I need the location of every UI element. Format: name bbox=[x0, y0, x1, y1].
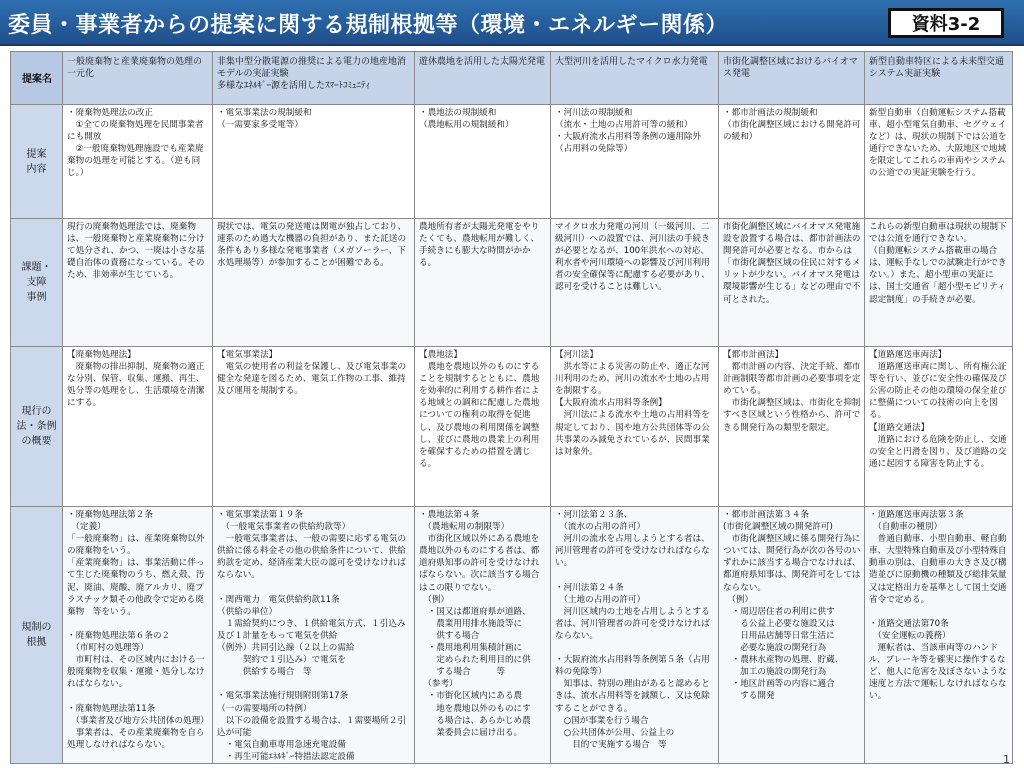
column-header: 一般廃棄物と産業廃棄物の処理の一元化 bbox=[63, 52, 213, 105]
table-cell: ・道路運送車両法第３条 （自動車の種別） 普通自動車、小型自動車、軽自動車、大型特殊自動車及び小型特殊自動車の別は、自動車の大きさ及び構造並びに原動機の種類及び総排気量又は定格出力を基準として国土交通省令で定める。 ・道路交通法第70条 （安全運転の義務） 運転者は、当該車両等のハンドル、ブレーキ等を確実に操作するなど、他人に危害を及ぼさないような速度と方法で運転しなければならない。 bbox=[865, 507, 1013, 764]
column-header: 新型自動車特区による未来型交通システム実証実験 bbox=[865, 52, 1013, 105]
table-cell: ・農地法第４条 （農地転用の制限等） 市街化区域以外にある農地を農地以外のものにする者は、都道府県知事の許可を受けなければならない。次に該当する場合はこの限りでない。 （例） ・国又は都道府県が道路、 農業用用排水施設等に 供する場合 ・農用地利用集積計画に 定められた利用目的に供 する場合 等 （参考） ・市街化区域内にある農 地を農地以外のものにす る場合は、あらかじめ農 業委員会に届け出る。 bbox=[415, 507, 551, 764]
table-cell: ・都市計画法の規制緩和 （市街化調整区域における開発許可の緩和） bbox=[719, 105, 865, 219]
header-row bbox=[11, 52, 1013, 105]
table-cell: 現状では、電気の発送電は関電が独占しており、連系のため過大な機器の負担があり、また託送の条件もあり多様な発電事業者（メガソーラー、下水処理場等）が参加することが困難である。 bbox=[213, 219, 415, 347]
table-row bbox=[11, 105, 1013, 219]
column-header: 大型河川を活用したマイクロ水力発電 bbox=[551, 52, 719, 105]
row-header: 現行の 法・条例 の概要 bbox=[11, 347, 63, 507]
table-cell: 【廃棄物処理法】 廃棄物の排出抑制、廃棄物の適正な分別、保管、収集、運搬、再生、処分等の処理をし、生活環境を清潔にする。 bbox=[63, 347, 213, 507]
table-cell: 【道路運送車両法】 道路運送車両に関し、所有権公証等を行い、並びに安全性の確保及び公害の防止その他の環境の保全並びに整備についての技術の向上を図る。 【道路交通法】 道路における危険を防止し、交通の安全と円滑を図り、及び道路の交通に起因する障害を防止する。 bbox=[865, 347, 1013, 507]
row-header: 課題・ 支障 事例 bbox=[11, 219, 63, 347]
table-cell: ・河川法第２３条、 （流水の占用の許可） 河川の流水を占用しようとする者は、河川管理者の許可を受けなければならない。 ・河川法第２４条 （土地の占用の許可） 河川区域内の土地を占用しようとする者は、河川管理者の許可を受けなければならない。 ・大阪府流水占用料等条例第５条（占用料の免除等） 知事は、特別の理由があると認めるときは、流水占用料等を減額し、又は免除することができる。 ○国が事業を行う場合 ○公共団体が公用、公益上の 目的で実施する場合 等 bbox=[551, 507, 719, 764]
column-header: 市街化調整区域におけるバイオマス発電 bbox=[719, 52, 865, 105]
table-cell: ・農地法の規制緩和 （農地転用の規制緩和） bbox=[415, 105, 551, 219]
table-cell: ・河川法の規制緩和 （流水・土地の占用許可等の緩和） ・大阪府流水占用料等条例の適用除外（占用料の免除等） bbox=[551, 105, 719, 219]
row-header: 規制の 根拠 bbox=[11, 507, 63, 764]
table-row bbox=[11, 347, 1013, 507]
table-cell: 市街化調整区域にバイオマス発電施設を設置する場合は、都市計画法の開発許可が必要となる。市からは「市街化調整区域の住民に対するメリットが少ない。バイオマス発電は環境影響が生じる」などの理由で不可とされた。 bbox=[719, 219, 865, 347]
table-cell: ・廃棄物処理法第２条 （定義） 「一般廃棄物」は、産業廃棄物以外の廃棄物をいう。 「産業廃棄物」は、事業活動に伴って生じた廃棄物のうち、燃え殻、汚泥、廃油、廃酸、廃アルカリ、廃プラスチック類その他政令で定める廃棄物 等をいう。 ・廃棄物処理法第６条の２ （市町村の処理等） 市町村は、その区域内における一般廃棄物を収集・運搬・処分しなければならない。 ・廃棄物処理法第11条 （事業者及び地方公共団体の処理） 事業者は、その産業廃棄物を自ら処理しなければならない。 bbox=[63, 507, 213, 764]
table-row bbox=[11, 219, 1013, 347]
table-cell: 【電気事業法】 電気の使用者の利益を保護し、及び電気事業の健全な発達を図るため、電気工作物の工事、維持及び運用を規制する。 bbox=[213, 347, 415, 507]
column-header: 遊休農地を活用した太陽光発電 bbox=[415, 52, 551, 105]
table-cell: これらの新型自動車は現状の規制下では公道を通行できない。 （自動運転システム搭載車の場合は、運転手なしでの試験走行ができない。）また、超小型車の実証には、国土交通省「超小型モビリティ認定制度」の手続きが必要。 bbox=[865, 219, 1013, 347]
table-cell: ・電気事業法の規制緩和 （一需要家多受電等） bbox=[213, 105, 415, 219]
table-cell: 現行の廃棄物処理法では、廃棄物は、一般廃棄物と産業廃棄物に分けて処分され、かつ、一廃は小さな基礎自治体の責務になっている。そのため、非効率が生じている。 bbox=[63, 219, 213, 347]
table-cell: ・電気事業法第１９条 （一般電気事業者の供給約款等） 一般電気事業者は、一般の需要に応ずる電気の供給に係る料金その他の供給条件について、供給約款を定め、経済産業大臣の認可を受けなければならない。 ・関西電力 電気供給約款11条 （供給の単位） １需給契約につき、１供給電気方式、１引込み及び１計量をもって電気を供給 （例外）共同引込線（２以上の需給 契約で１引込み）で電気を 供給する場合 等 ・電気事業法施行規則附則第17条 （一の需要場所の特例） 以下の設備を設置する場合は、１需要場所２引込が可能 ・電気自動車専用急速充電設備 ・再生可能ｴﾈﾙｷﾞｰ特措法認定設備 bbox=[213, 507, 415, 764]
page-number: 1 bbox=[1003, 753, 1010, 766]
proposal-table bbox=[10, 51, 1013, 764]
corner-header: 提案名 bbox=[11, 52, 63, 105]
table-cell: 【河川法】 洪水等による災害の防止や、適正な河川利用のため、河川の流水や土地の占用を制限する。 【大阪府流水占用料等条例】 河川法による流水や土地の占用料等を規定しており、国や地方公共団体等の公共事業のみ減免されているが、民間事業は対象外。 bbox=[551, 347, 719, 507]
page-title: 委員・事業者からの提案に関する規制根拠等（環境・エネルギー関係） bbox=[8, 13, 729, 38]
table-cell: 農地所有者が太陽光発電をやりたくても、農地転用が難しく、手続きにも膨大な時間がかかる。 bbox=[415, 219, 551, 347]
table-cell: マイクロ水力発電の河川（一級河川、二級河川）への設置では、河川法の手続きが必要となるが、100年洪水への対応、利水者や河川環境への影響及び河川利用者の安全確保等に配慮する必要があり、認可を受けることは難しい。 bbox=[551, 219, 719, 347]
document-number-badge: 資料3-2 bbox=[888, 8, 1004, 38]
table-cell: ・廃棄物処理法の改正 ①全ての廃棄物処理を民間事業者にも開放 ②一般廃棄物処理施設でも産業廃棄物の処理を可能とする。（逆も同じ。） bbox=[63, 105, 213, 219]
table-cell: ・都市計画法第３４条 (市街化調整区域の開発許可) 市街化調整区域に係る開発行為については、開発行為が次の各号のいずれかに該当する場合でなければ、都道府県知事は、開発許可をしてはならない。 （例） ・周辺居住者の利用に供す る公益上必要な施設又は 日用品店舗等日常生活に 必要な施設の開発行為 ・農林水産物の処理、貯蔵、 加工の施設の開発行為 ・地区計画等の内容に適合 する開発 bbox=[719, 507, 865, 764]
table-row bbox=[11, 507, 1013, 764]
row-header: 提案 内容 bbox=[11, 105, 63, 219]
table-cell: 【都市計画法】 都市計画の内容、決定手続、都市計画制限等都市計画の必要事項を定めている。 市街化調整区域は、市街化を抑制すべき区域という性格から、許可できる開発行為の類型を限定。 bbox=[719, 347, 865, 507]
table-cell: 【農地法】 農地を農地以外のものにすることを規制するとともに、農地を効率的に利用する耕作者による地域との調和に配慮した農地についての権利の取得を促進し、及び農地の利用関係を調整し、並びに農地の農業上の利用を確保するための措置を講じる。 bbox=[415, 347, 551, 507]
column-header: 非集中型分散電源の推奨による電力の地産地消モデルの実証実験 多様なｴﾈﾙｷﾞｰ源を活用したｽﾏｰﾄｺﾐｭﾆﾃｨ bbox=[213, 52, 415, 105]
title-bar bbox=[0, 0, 1024, 46]
table-cell: 新型自動車（自動運転システム搭載車、超小型電気自動車、セグウェイなど）は、現状の規制下では公道を通行できないため、大阪地区で地域を限定してこれらの車両やシステムの公道での実証実験を行う。 bbox=[865, 105, 1013, 219]
